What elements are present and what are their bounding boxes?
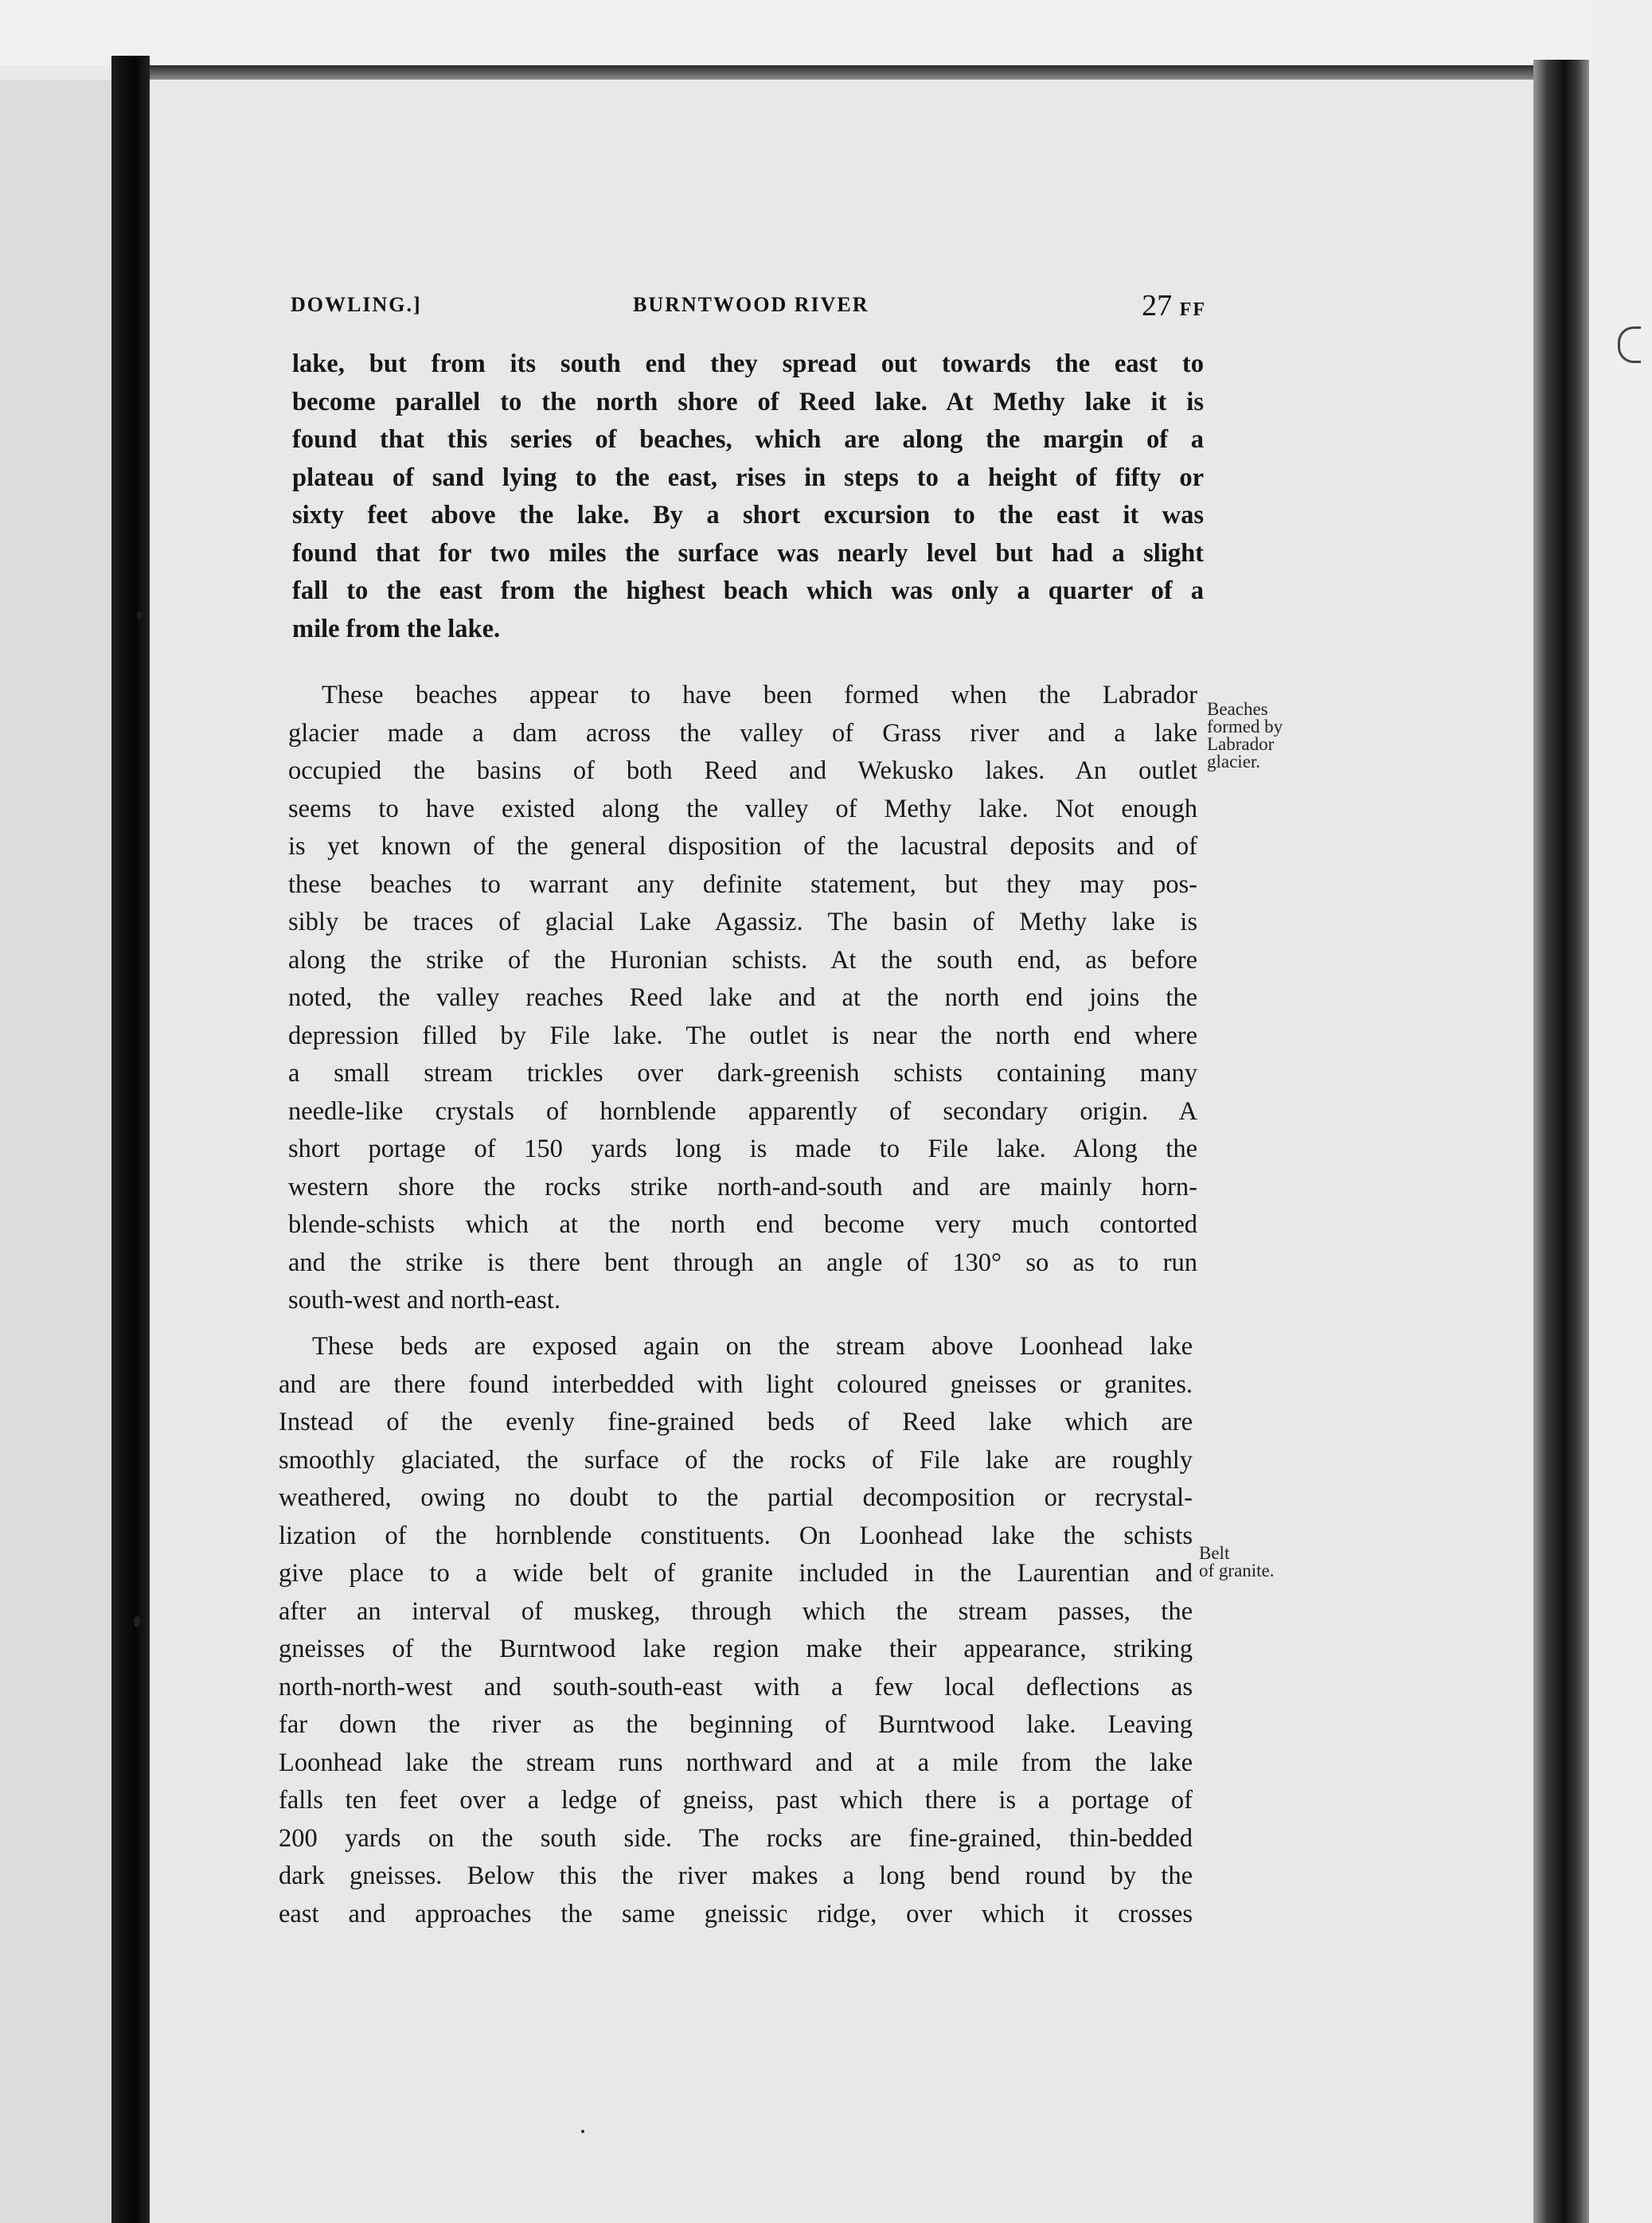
- text-line: south-west and north-east.: [288, 1286, 561, 1315]
- paragraph-3: [279, 1328, 1193, 1933]
- text-line: noted, the valley reaches Reed lake and at the north end joins the: [288, 983, 1197, 1012]
- text-line: Instead of the evenly fine-grained beds of Reed lake which are: [279, 1408, 1193, 1436]
- page-number: 27: [1142, 289, 1173, 322]
- page-top-shadow: [150, 65, 1535, 80]
- text-line: sixty feet above the lake. By a short excursion to the east it was: [292, 501, 1204, 529]
- text-line: seems to have existed along the valley of Methy lake. Not enough: [288, 794, 1197, 823]
- text-line: dark gneisses. Below this the river makes a long bend round by the: [279, 1862, 1193, 1890]
- side-note-line: Belt: [1199, 1543, 1230, 1563]
- book-gutter: [111, 56, 150, 2223]
- text-line: These beds are exposed again on the stream above Loonhead lake: [312, 1332, 1193, 1361]
- text-line: depression filled by File lake. The outlet is near the north end where: [288, 1021, 1197, 1050]
- scan-speck: [581, 2130, 584, 2133]
- text-line: along the strike of the Huronian schists. At the south end, as before: [288, 945, 1197, 975]
- text-line: sibly be traces of glacial Lake Agassiz. The basin of Methy lake is: [288, 908, 1197, 936]
- facing-page-edge: [0, 80, 111, 2223]
- page-edge-shadow: [1533, 60, 1589, 2223]
- text-line: weathered, owing no doubt to the partial decomposition or recrystal-: [279, 1483, 1193, 1512]
- text-line: found that for two miles the surface was nearly level but had a slight: [292, 538, 1204, 568]
- header-author: DOWLING.]: [291, 293, 422, 316]
- side-note-beaches: [1207, 701, 1283, 771]
- text-line: far down the river as the beginning of Burntwood lake. Leaving: [279, 1710, 1193, 1739]
- paragraph-1: [292, 346, 1204, 648]
- text-line: needle-like crystals of hornblende apparently of secondary origin. A: [288, 1096, 1197, 1126]
- text-line: lization of the hornblende constituents. On Loonhead lake the schists: [279, 1521, 1193, 1550]
- text-line: north-north-west and south-south-east with a few local deflections as: [279, 1672, 1193, 1701]
- text-line: is yet known of the general disposition of the lacustral deposits and of: [288, 832, 1197, 861]
- text-line: give place to a wide belt of granite included in the Laurentian and: [279, 1559, 1193, 1588]
- text-line: a small stream trickles over dark-greenish schists containing many: [288, 1059, 1197, 1088]
- text-line: short portage of 150 yards long is made to File lake. Along the: [288, 1135, 1197, 1163]
- text-line: mile from the lake.: [292, 614, 501, 643]
- text-line: occupied the basins of both Reed and Wekusko lakes. An outlet: [288, 756, 1197, 785]
- scan-speck: [134, 1616, 140, 1627]
- side-note-line: of granite.: [1199, 1561, 1275, 1580]
- text-line: plateau of sand lying to the east, rises in steps to a height of fifty or: [292, 463, 1204, 492]
- page-suffix: FF: [1179, 299, 1206, 320]
- text-line: These beaches appear to have been formed when the Labrador: [322, 681, 1197, 709]
- header-title: BURNTWOOD RIVER: [633, 293, 869, 316]
- text-line: found that this series of beaches, which are along the margin of a: [292, 425, 1204, 454]
- text-line: fall to the east from the highest beach which was only a quarter of a: [292, 576, 1204, 605]
- text-line: smoothly glaciated, the surface of the rocks of File lake are roughly: [279, 1445, 1193, 1475]
- text-line: become parallel to the north shore of Reed lake. At Methy lake it is: [292, 387, 1204, 416]
- text-line: gneisses of the Burntwood lake region make their appearance, striking: [279, 1635, 1193, 1663]
- text-line: these beaches to warrant any definite statement, but they may pos-: [288, 869, 1197, 899]
- side-note-line: Labrador: [1207, 734, 1275, 754]
- paragraph-2: [288, 677, 1197, 1320]
- side-note-line: glacier.: [1207, 752, 1261, 772]
- text-line: after an interval of muskeg, through which the stream passes, the: [279, 1596, 1193, 1626]
- text-line: western shore the rocks strike north-and-south and are mainly horn-: [288, 1172, 1197, 1201]
- text-line: lake, but from its south end they spread out towards the east to: [292, 350, 1204, 378]
- text-line: Loonhead lake the stream runs northward and at a mile from the lake: [279, 1748, 1193, 1777]
- text-line: blende-schists which at the north end become very much contorted: [288, 1210, 1197, 1239]
- text-line: falls ten feet over a ledge of gneiss, past which there is a portage of: [279, 1786, 1193, 1815]
- scan-speck: [137, 611, 142, 619]
- text-line: glacier made a dam across the valley of Grass river and a lake: [288, 718, 1197, 748]
- side-note-line: Beaches: [1207, 699, 1268, 719]
- text-line: and the strike is there bent through an angle of 130° so as to run: [288, 1248, 1197, 1277]
- text-line: and are there found interbedded with light coloured gneisses or granites.: [279, 1369, 1193, 1399]
- scan-top-margin: [0, 0, 1652, 65]
- running-header: [291, 288, 1206, 328]
- binding-clip-mark: [1618, 326, 1641, 363]
- text-line: 200 yards on the south side. The rocks are fine-grained, thin-bedded: [279, 1823, 1193, 1853]
- header-page-number: [1142, 288, 1206, 323]
- side-note-belt: [1199, 1545, 1275, 1580]
- side-note-line: formed by: [1207, 717, 1283, 736]
- text-line: east and approaches the same gneissic ridge, over which it crosses: [279, 1899, 1193, 1928]
